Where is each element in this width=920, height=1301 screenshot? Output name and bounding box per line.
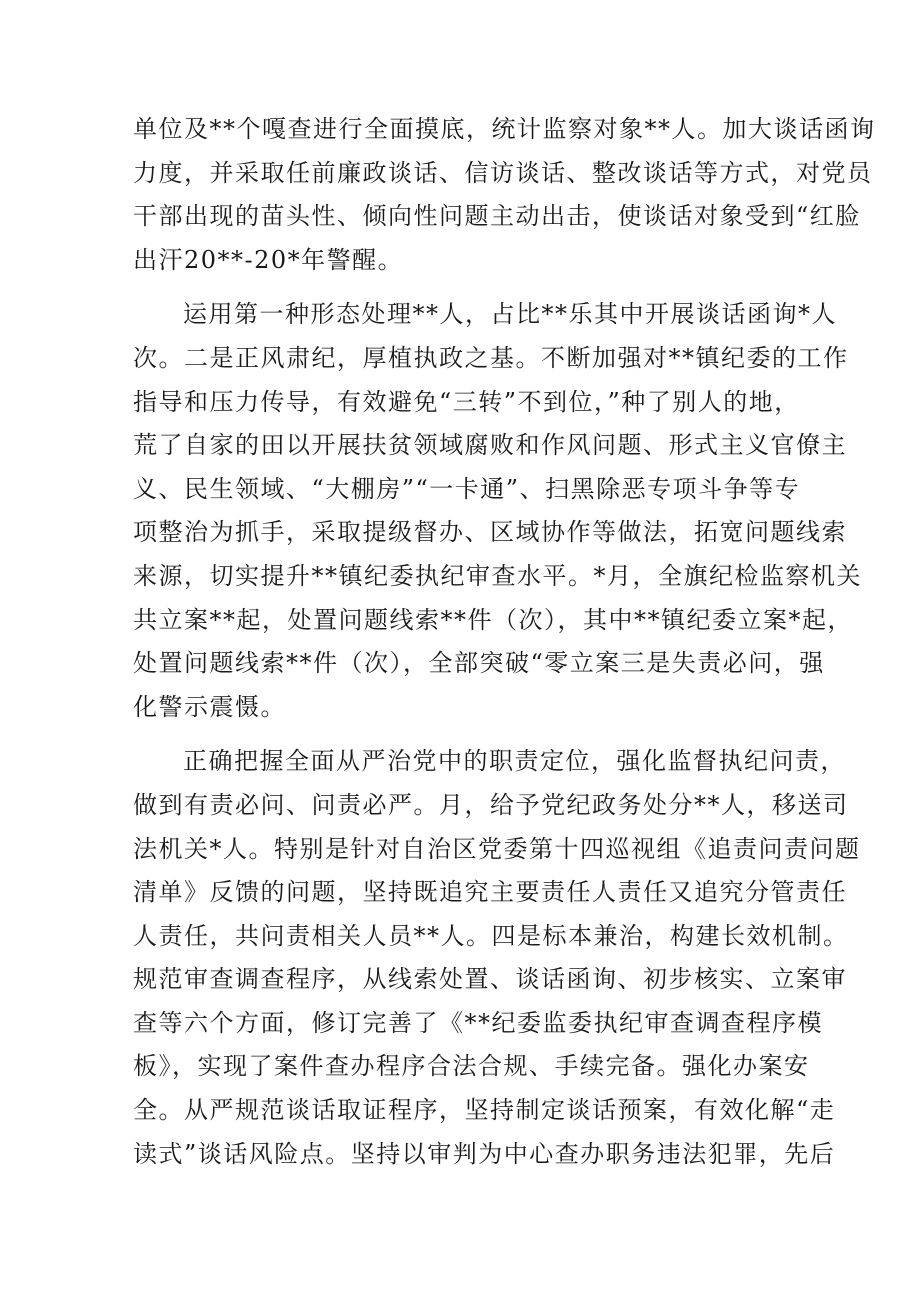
text-line: 义、民生领域、“大棚房”“一卡通”、扫黑除恶专项斗争等专 (133, 474, 801, 503)
text-line: 人责任，共问责相关人员**人。四是标本兼治，构建长效机制。 (133, 921, 849, 950)
text-line: 正确把握全面从严治党中的职责定位，强化监督执纪问责， (183, 747, 846, 776)
text-line: 全。从严规范谈话取证程序，坚持制定谈话预案，有效化解“走 (133, 1096, 836, 1125)
text-line: 读式”谈话风险点。坚持以审判为中心查办职务违法犯罪，先后 (133, 1139, 836, 1168)
text-line: 力度，并采取任前廉政谈话、信访谈话、整改谈话等方式，对党员 (133, 158, 873, 187)
text-line: 清单》反馈的问题，坚持既追究主要责任人责任又追究分管责任 (133, 878, 847, 907)
paragraph-2 (133, 293, 862, 729)
text-line: 共立案**起，处置问题线索**件（次），其中**镇纪委立案*起， (133, 605, 853, 634)
paragraph-1 (133, 108, 876, 282)
paragraph-3 (133, 740, 861, 1176)
text-line: 单位及**个嘎查进行全面摸底，统计监察对象**人。加大谈话函询 (133, 115, 876, 143)
text-line: 出汗20**-20*年警醒。 (133, 245, 404, 274)
text-line: 来源，切实提升**镇纪委执纪审查水平。*月，全旗纪检监察机关 (133, 561, 862, 590)
text-line: 化警示震慑。 (133, 692, 286, 721)
text-line: 板》，实现了案件查办程序合法合规、手续完备。强化办案安 (133, 1052, 810, 1081)
text-line: 指导和压力传导，有效避免“三转”不到位，”种了别人的地， (133, 387, 800, 416)
text-line: 荒了自家的田以开展扶贫领域腐败和作风问题、形式主义官僚主 (133, 431, 847, 460)
text-line: 法机关*人。特别是针对自治区党委第十四巡视组《追责问责问题 (133, 834, 861, 863)
text-line: 次。二是正风肃纪，厚植执政之基。不断加强对**镇纪委的工作 (133, 343, 849, 372)
text-line: 干部出现的苗头性、倾向性问题主动出击，使谈话对象受到“红脸 (133, 202, 861, 231)
text-line: 查等六个方面，修订完善了《**纪委监委执纪审查调查程序模 (133, 1008, 823, 1037)
text-line: 运用第一种形态处理**人，占比**乐其中开展谈话函询*人 (183, 300, 837, 329)
text-line: 规范审查调查程序，从线索处置、谈话函询、初步核实、立案审 (133, 965, 847, 994)
text-line: 项整治为抓手，采取提级督办、区域协作等做法，拓宽问题线索 (133, 518, 847, 547)
text-line: 做到有责必问、问责必严。月，给予党纪政务处分**人，移送司 (133, 790, 849, 819)
document-body (133, 108, 876, 1187)
text-line: 处置问题线索**件（次），全部突破“零立案三是失责必问，强 (133, 649, 825, 678)
